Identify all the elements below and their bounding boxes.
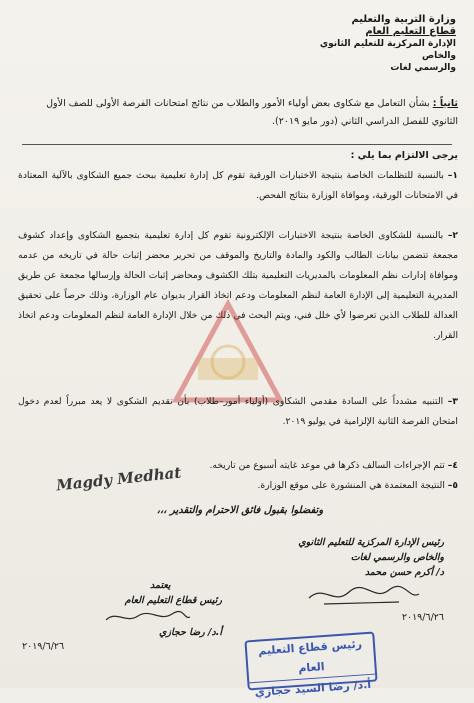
list-item-text: النتيجة المعتمدة هي المنشورة على موقع الوزارة. [257, 480, 445, 491]
signatory-title: رئيس قطاع التعليم العام [124, 595, 222, 606]
sector-name: قطاع التعليم العام [365, 26, 456, 37]
list-item-text: بالنسبة للشكاوى الخاصة بنتيجة الاختبارات الإلكترونية تقوم كل إدارة تعليمية بتجميع الشكاوى وإعداد كشوف مجمعة تتضمن بيانات الطالب والكود والمادة والتاريخ والموقف من تحرير محضر إثبات حالة في تاريخه من عدمه وموافاة إدارات نظم المعلومات بالمديريات التعليمية بتلك الكشوف ومحاضر إثبات الحالة وإرسالها مجمعة عن طريق المديرية التعليمية إلى الإدارة العامة لنظم المعلومات ودعم اتخاذ القرار بديوان عام الوزارة، وذلك حرصاً على تحقيق العدالة للطلاب الذين تعرضوا لأي خلل فني، ويتم البحث في ذلك من خلال الإدارة العامة لنظم المعلومات ودعم اتخاذ القرار. [18, 230, 458, 341]
department-name-line2: والرسمي لغات [390, 63, 456, 73]
signatory-name: د/ أكرم حسن محمد [364, 567, 444, 578]
approval-label: يعتمد [150, 580, 171, 591]
list-item-number: ٥– [447, 480, 458, 491]
list-item-text: تتم الإجراءات السالف ذكرها في موعد غايته أسبوع من تاريخه. [209, 460, 445, 471]
closing-salutation: وتفضلوا بقبول فائق الاحترام والتقدير ،،، [156, 505, 324, 516]
handwritten-name: Magdy Medhat [55, 463, 183, 495]
list-item [18, 392, 458, 432]
official-stamp [244, 632, 377, 699]
subject-label: ثانياً : [432, 98, 458, 109]
list-item-number: ٣– [447, 396, 458, 407]
subject-text: بشأن التعامل مع شكاوى بعض أولياء الأمور والطلاب من نتائج امتحانات الفرصة الأولى للصف الأول الثانوي للفصل الدراسي الثاني (دور مايو ٢٠١٩). [46, 98, 458, 127]
signatory-title: رئيس الإدارة المركزية للتعليم الثانوي [298, 537, 444, 548]
ministry-name: وزارة التربية والتعليم [351, 14, 456, 25]
divider [22, 144, 452, 145]
list-item-number: ٢– [447, 230, 459, 241]
signatory-name: أ.د/ رضا حجازي [158, 627, 222, 638]
stamp-line1: رئيس قطاع التعليم العام [247, 634, 376, 684]
signature-date: ٢٠١٩/٦/٢٦ [401, 612, 444, 623]
department-name: الإدارة المركزية للتعليم الثانوي والخاص [319, 39, 456, 61]
stamp-line2: أ.د/ رضا السيد حجازي [254, 677, 372, 699]
subject-line [18, 95, 458, 131]
list-item [18, 166, 458, 206]
signature-date: ٢٠١٩/٦/٢٦ [22, 641, 65, 652]
signatory-title-line2: والخاص والرسمي لغات [350, 552, 444, 563]
handwritten-signature [102, 608, 192, 626]
list-item-number: ١– [447, 170, 458, 181]
signatory-right [244, 535, 444, 625]
list-item-text: التنبيه مشدداً على السادة مقدمي الشكاوى (أولياء أمور–طلاب) بأن تقديم الشكوى لا يعد مبرراً لعدم دخول امتحان الفرصة الثانية الإلزامية في يوليو ٢٠١٩. [18, 396, 458, 427]
handwritten-signature [304, 580, 424, 610]
instructions-heading: يرجى الالتزام بما يلي : [350, 150, 458, 161]
list-item-number: ٤– [447, 460, 458, 471]
list-item-text: بالنسبة للتظلمات الخاصة بنتيجة الاختبارات الورقية تقوم كل إدارة تعليمية ببحث جميع الشكاوى بالآلية المعتادة في الامتحانات الورقية، وموافاة الوزارة بنتائج الفحص. [18, 170, 458, 201]
letterhead [306, 14, 456, 74]
signatory-left [22, 594, 222, 654]
